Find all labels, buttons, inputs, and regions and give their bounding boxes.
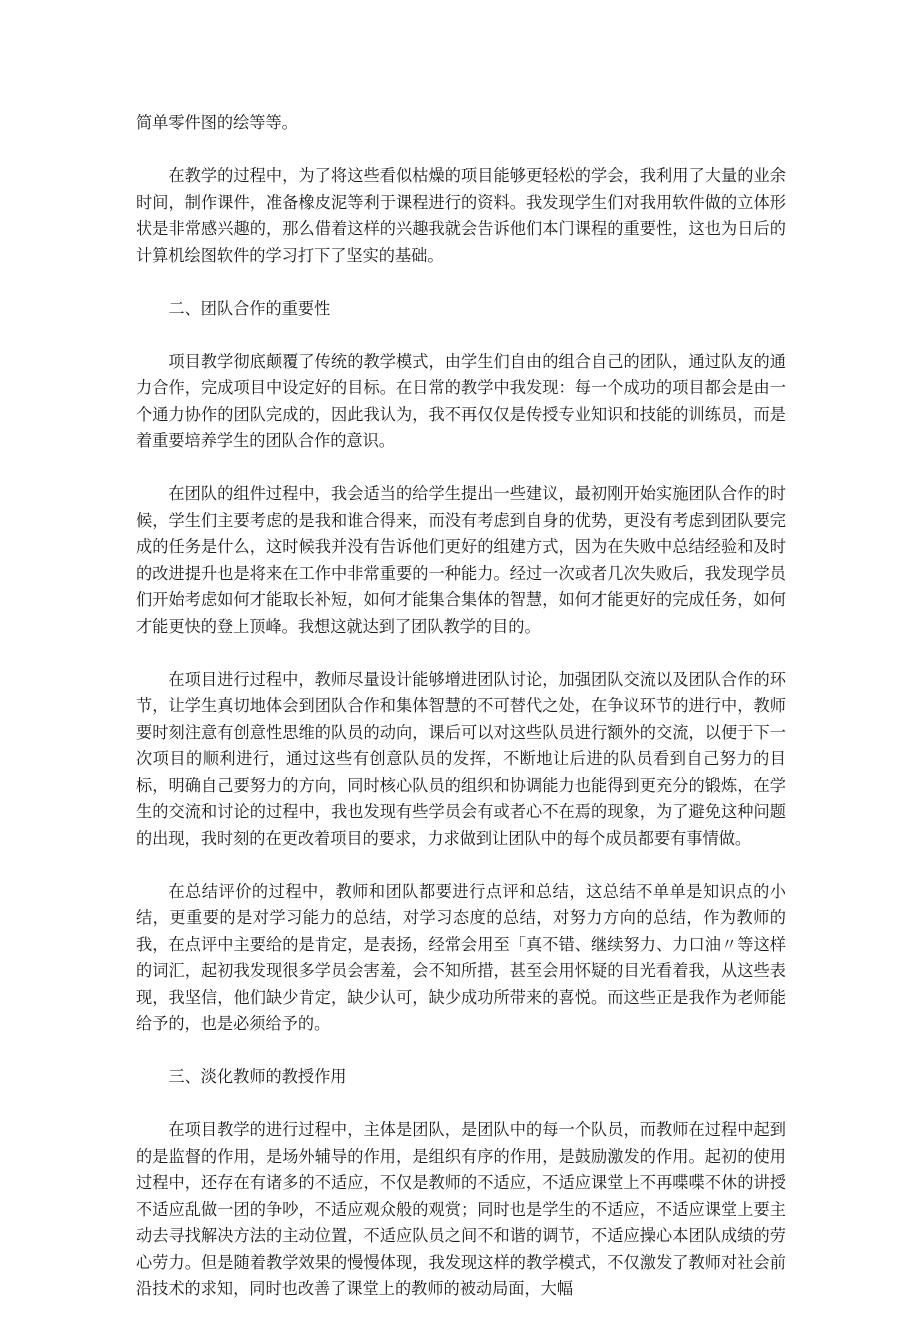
paragraph-continued: 简单零件图的绘等等。 — [136, 113, 298, 132]
paragraph-team-formation: 在团队的组件过程中，我会适当的给学生提出一些建议，最初刚开始实施团队合作的时候，学生们主要考虑的是我和谁合得来，而没有考虑到自身的优势，更没有考虑到团队要完成的任务是什么，这时候我并没有告诉他们更好的组建方式，因为在失败中总结经验和及时的改进提升也是将来在工作中非常重要的一种能力。经过一次或者几次失败后，我发现学员们开始考虑如何才能取长补短，如何才能集合集体的智慧，如何才能更好的完成任务，如何才能更快的登上顶峰。我想这就达到了团队教学的目的。 — [136, 484, 786, 636]
paragraph-project-teaching: 项目教学彻底颠覆了传统的教学模式，由学生们自由的组合自己的团队，通过队友的通力合作，完成项目中设定好的目标。在日常的教学中我发现：每一个成功的项目都会是由一个通力协作的团队完成的，因此我认为，我不再仅仅是传授专业知识和技能的训练员，而是着重要培养学生的团队合作的意识。 — [136, 351, 786, 450]
paragraph-project-progress: 在项目进行过程中，教师尽量设计能够增进团队讨论，加强团队交流以及团队合作的环节，让学生真切地体会到团队合作和集体智慧的不可替代之处，在争议环节的进行中，教师要时刻注意有创意性思维的队员的动向，课后可以对这些队员进行额外的交流，以便于下一次项目的顺利进行，通过这些有创意队员的发挥，不断地让后进的队员看到自己努力的目标，明确自己要努力的方向，同时核心队员的组织和协调能力也能得到更充分的锻炼，在学生的交流和讨论的过程中，我也发现有些学员会有或者心不在焉的现象，为了避免这种问题的出现，我时刻的在更改着项目的要求，力求做到让团队中的每个成员都要有事情做。 — [136, 669, 786, 848]
section-heading-teacher-role: 三、淡化教师的教授作用 — [168, 1067, 347, 1086]
paragraph-teaching-process: 在教学的过程中，为了将这些看似枯燥的项目能够更轻松的学会，我利用了大量的业余时间，制作课件，准备橡皮泥等利于课程进行的资料。我发现学生们对我用软件做的立体形状是非常感兴趣的，那么借着这样的兴趣我就会告诉他们本门课程的重要性，这也为日后的计算机绘图软件的学习打下了坚实的基础。 — [136, 166, 786, 265]
paragraph-teacher-role: 在项目教学的进行过程中，主体是团队，是团队中的每一个队员，而教师在过程中起到的是监督的作用，是场外辅导的作用，是组织有序的作用，是鼓励激发的作用。起初的使用过程中，还存在有诸多的不适应，不仅是教师的不适应，不适应课堂上不再喋喋不休的讲授不适应乱做一团的争吵，不适应观众般的观赏；同时也是学生的不适应，不适应课堂上要主动去寻找解决方法的主动位置，不适应队员之间不和谐的调节，不适应操心本团队成绩的劳心劳力。但是随着教学效果的慢慢体现，我发现这样的教学模式，不仅激发了教师对社会前沿技术的求知，同时也改善了课堂上的教师的被动局面，大幅 — [136, 1120, 786, 1298]
document-body — [136, 110, 786, 1329]
section-heading-teamwork: 二、团队合作的重要性 — [168, 298, 331, 318]
paragraph-summary-evaluation: 在总结评价的过程中，教师和团队都要进行点评和总结，这总结不单单是知识点的小结，更重要的是对学习能力的总结，对学习态度的总结，对努力方向的总结，作为教师的我，在点评中主要给的是肯定，是表扬，经常会用至「真不错、继续努力、力口油〃等这样的词汇，起初我发现很多学员会害羞，会不知所措，甚至会用怀疑的目光看着我，从这些表现，我坚信，他们缺少肯定，缺少认可，缺少成功所带来的喜悦。而这些正是我作为老师能给予的，也是必须给予的。 — [136, 881, 786, 1033]
